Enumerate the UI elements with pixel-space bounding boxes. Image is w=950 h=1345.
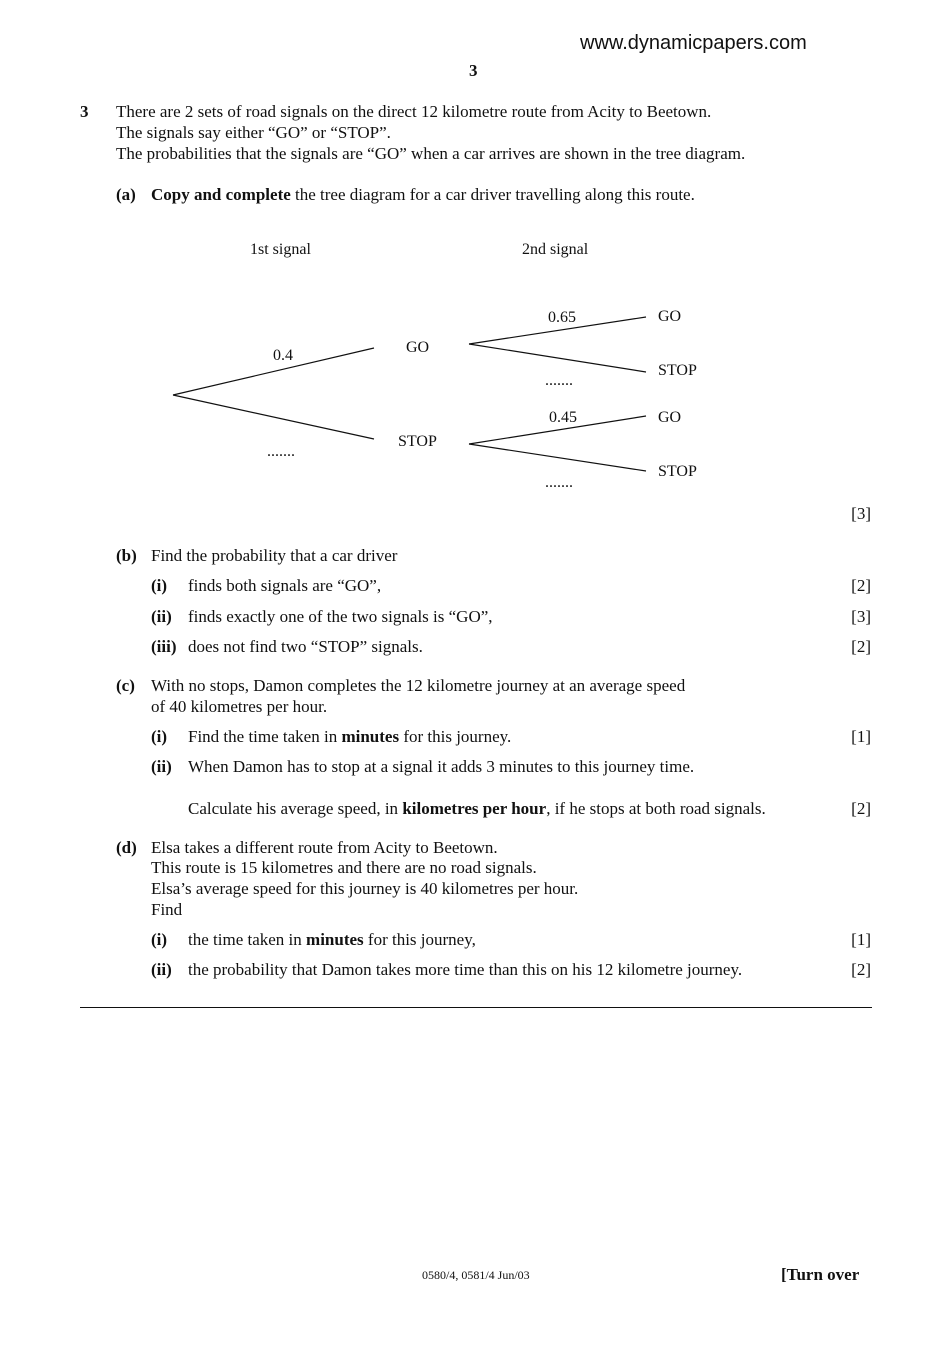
prob-stop-go: 0.45: [549, 409, 577, 426]
leaf-go-1: GO: [658, 308, 682, 325]
intro-line-2: The signals say either “GO” or “STOP”.: [116, 123, 391, 142]
part-c-i-pre: Find the time taken in: [188, 727, 342, 746]
prob-go-go: 0.65: [548, 309, 576, 326]
part-d-line-2: This route is 15 kilometres and there are no road signals.: [151, 858, 537, 877]
header-url: www.dynamicpapers.com: [580, 32, 807, 54]
branch-go-stop: [469, 344, 646, 372]
part-d-i-marks: [1]: [851, 930, 871, 949]
part-c-i-text: [188, 727, 511, 747]
part-c-line-1: With no stops, Damon completes the 12 kilometre journey at an average speed: [151, 676, 686, 695]
part-d-label: (d): [116, 838, 137, 857]
intro-line-1: There are 2 sets of road signals on the direct 12 kilometre route from Acity to Beetown.: [116, 102, 712, 121]
part-c-ii-line-1: When Damon has to stop at a signal it adds 3 minutes to this journey time.: [188, 757, 695, 776]
part-d-line-1: Elsa takes a different route from Acity to Beetown.: [151, 838, 498, 857]
question-number: 3: [80, 102, 89, 121]
part-b-i-text: finds both signals are “GO”,: [188, 576, 382, 595]
part-c-ii-post: , if he stops at both road signals.: [546, 799, 766, 818]
part-b-ii-label: (ii): [151, 607, 172, 626]
prob-first-go: 0.4: [273, 347, 293, 364]
node-stop: STOP: [398, 433, 437, 450]
second-signal-label: 2nd signal: [522, 241, 589, 258]
part-d-i-text: [188, 930, 476, 950]
part-c-i-marks: [1]: [851, 727, 871, 746]
prob-stop-stop: .......: [545, 474, 573, 491]
part-d-ii-marks: [2]: [851, 960, 871, 979]
turn-over: [Turn over: [781, 1265, 860, 1284]
part-b-iii-marks: [2]: [851, 637, 871, 656]
part-a-marks: [3]: [851, 504, 871, 523]
part-c-ii-pre: Calculate his average speed, in: [188, 799, 403, 818]
tree-diagram: [0, 0, 950, 520]
intro-line-3: The probabilities that the signals are “GO” when a car arrives are shown in the tree diagram.: [116, 144, 746, 163]
part-d-ii-label: (ii): [151, 960, 172, 979]
part-b-ii-marks: [3]: [851, 607, 871, 626]
part-d-i-post: for this journey,: [363, 930, 476, 949]
part-a-bold: Copy and complete: [151, 185, 291, 204]
leaf-stop-2: STOP: [658, 463, 697, 480]
part-c-ii-text: [188, 799, 766, 819]
part-d-line-3: Elsa’s average speed for this journey is 40 kilometres per hour.: [151, 879, 579, 898]
part-d-i-bold: minutes: [306, 930, 364, 949]
part-d-ii-text: the probability that Damon takes more time than this on his 12 kilometre journey.: [188, 960, 743, 979]
footer-code: 0580/4, 0581/4 Jun/03: [422, 1268, 530, 1282]
part-c-line-2: of 40 kilometres per hour.: [151, 697, 328, 716]
part-b-iii-label: (iii): [151, 637, 177, 656]
leaf-go-2: GO: [658, 409, 682, 426]
part-c-ii-marks: [2]: [851, 799, 871, 818]
part-d-i-label: (i): [151, 930, 168, 949]
part-c-i-post: for this journey.: [399, 727, 512, 746]
node-go: GO: [406, 339, 430, 356]
part-b-ii-text: finds exactly one of the two signals is “GO”,: [188, 607, 493, 626]
leaf-stop-1: STOP: [658, 362, 697, 379]
part-c-ii-bold: kilometres per hour: [402, 799, 547, 818]
part-b-label: (b): [116, 546, 137, 565]
part-b-i-marks: [2]: [851, 576, 871, 595]
page-number: 3: [469, 61, 478, 80]
part-c-i-label: (i): [151, 727, 168, 746]
part-b-text: Find the probability that a car driver: [151, 546, 398, 565]
branch-stop-stop: [469, 444, 646, 471]
part-c-label: (c): [116, 676, 135, 695]
part-d-line-4: Find: [151, 900, 183, 919]
part-d-i-pre: the time taken in: [188, 930, 307, 949]
branch-first-stop: [173, 395, 374, 439]
part-b-iii-text: does not find two “STOP” signals.: [188, 637, 423, 656]
part-a-label: (a): [116, 185, 136, 204]
part-a-rest: the tree diagram for a car driver travelling along this route.: [290, 185, 695, 204]
prob-go-stop: .......: [545, 372, 573, 389]
prob-first-stop: .......: [267, 443, 295, 460]
part-c-i-bold: minutes: [341, 727, 400, 746]
end-divider: [80, 1007, 872, 1008]
part-c-ii-label: (ii): [151, 757, 172, 776]
first-signal-label: 1st signal: [250, 241, 311, 258]
part-b-i-label: (i): [151, 576, 168, 595]
